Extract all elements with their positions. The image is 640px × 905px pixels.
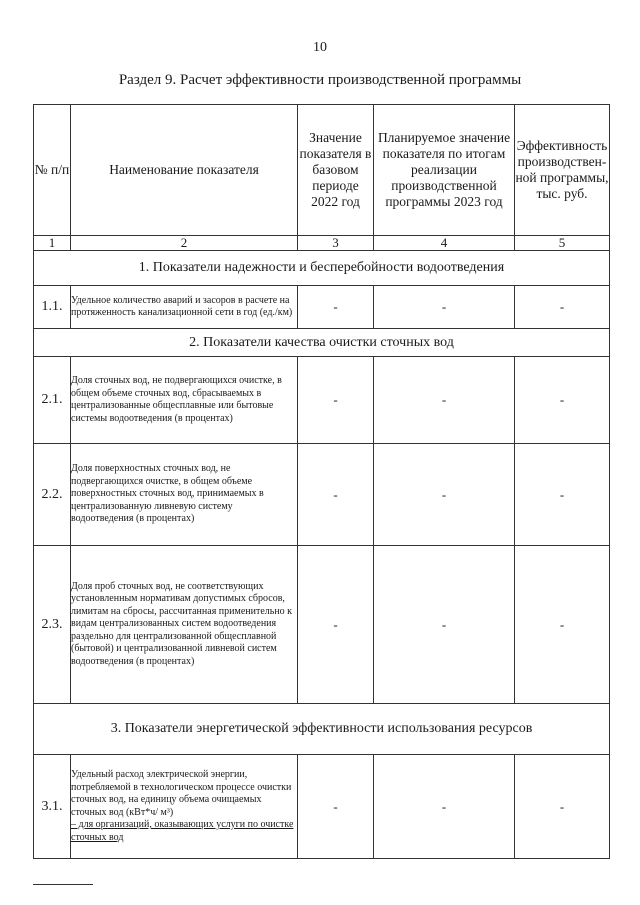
row-num: 3.1.: [34, 755, 71, 859]
footnote-separator: [33, 884, 93, 885]
header-planned: Планируемое значение показателя по итогам реализации производственной программы 2023 год: [374, 105, 515, 236]
row-planned-value: -: [374, 357, 515, 444]
header-efficiency: Эффективность производствен-ной программы, тыс. руб.: [515, 105, 610, 236]
header-num: № п/п: [34, 105, 71, 236]
row-efficiency-value: -: [515, 357, 610, 444]
row-num: 2.2.: [34, 444, 71, 546]
column-number: 5: [515, 236, 610, 251]
row-base-value: -: [298, 286, 374, 329]
row-name: Доля проб сточных вод, не соответствующих установленным нормативам допустимых сбросов, лимитам на сбросы, рассчитанная применительно к видам централизованных систем водоотведения раздельно для централизованной общесплавной (бытовой) и централизованной ливневой систем водоотведения (в процентах): [71, 546, 298, 704]
row-base-value: -: [298, 546, 374, 704]
column-number-row: [34, 236, 610, 251]
group-title: 1. Показатели надежности и бесперебойности водоотведения: [34, 251, 610, 286]
row-name-underlined: – для организаций, оказывающих услуги по очистке сточных вод: [71, 819, 294, 843]
row-planned-value: -: [374, 755, 515, 859]
page-number: 10: [313, 40, 327, 55]
section-title: Раздел 9. Расчет эффективности производственной программы: [118, 72, 522, 88]
row-base-value: -: [298, 357, 374, 444]
group-row: [34, 329, 610, 357]
column-number: 3: [298, 236, 374, 251]
row-base-value: -: [298, 444, 374, 546]
row-num: 2.1.: [34, 357, 71, 444]
column-number: 2: [71, 236, 298, 251]
group-row: [34, 704, 610, 755]
row-efficiency-value: -: [515, 286, 610, 329]
header-base: Значение показателя в базовом периоде 2022 год: [298, 105, 374, 236]
efficiency-table: [33, 104, 610, 859]
table-header-row: [34, 105, 610, 236]
row-num: 2.3.: [34, 546, 71, 704]
row-name: Доля поверхностных сточных вод, не подвергающихся очистке, в общем объеме поверхностных сточных вод, принимаемых в централизованную ливневую систему водоотведения (в процентах): [71, 444, 298, 546]
table-row: [34, 755, 610, 859]
row-name-main: Удельный расход электрической энергии, потребляемой в технологическом процессе очистки сточных вод, на единицу объема очищаемых сточных вод (кВт*ч/ м³): [71, 769, 292, 818]
column-number: 1: [34, 236, 71, 251]
row-efficiency-value: -: [515, 546, 610, 704]
row-num: 1.1.: [34, 286, 71, 329]
header-name: Наименование показателя: [71, 105, 298, 236]
row-efficiency-value: -: [515, 755, 610, 859]
row-base-value: -: [298, 755, 374, 859]
group-title: 2. Показатели качества очистки сточных вод: [34, 329, 610, 357]
group-row: [34, 251, 610, 286]
table-row: [34, 286, 610, 329]
row-planned-value: -: [374, 546, 515, 704]
row-name: [71, 755, 298, 859]
row-planned-value: -: [374, 286, 515, 329]
table-row: [34, 546, 610, 704]
group-title: 3. Показатели энергетической эффективности использования ресурсов: [34, 704, 610, 755]
table-row: [34, 444, 610, 546]
column-number: 4: [374, 236, 515, 251]
row-name: Доля сточных вод, не подвергающихся очистке, в общем объеме сточных вод, сбрасываемых в централизованные общесплавные или бытовые системы водоотведения (в процентах): [71, 357, 298, 444]
table-row: [34, 357, 610, 444]
row-efficiency-value: -: [515, 444, 610, 546]
row-name: Удельное количество аварий и засоров в расчете на протяженность канализационной сети в год (ед./км): [71, 286, 298, 329]
row-planned-value: -: [374, 444, 515, 546]
